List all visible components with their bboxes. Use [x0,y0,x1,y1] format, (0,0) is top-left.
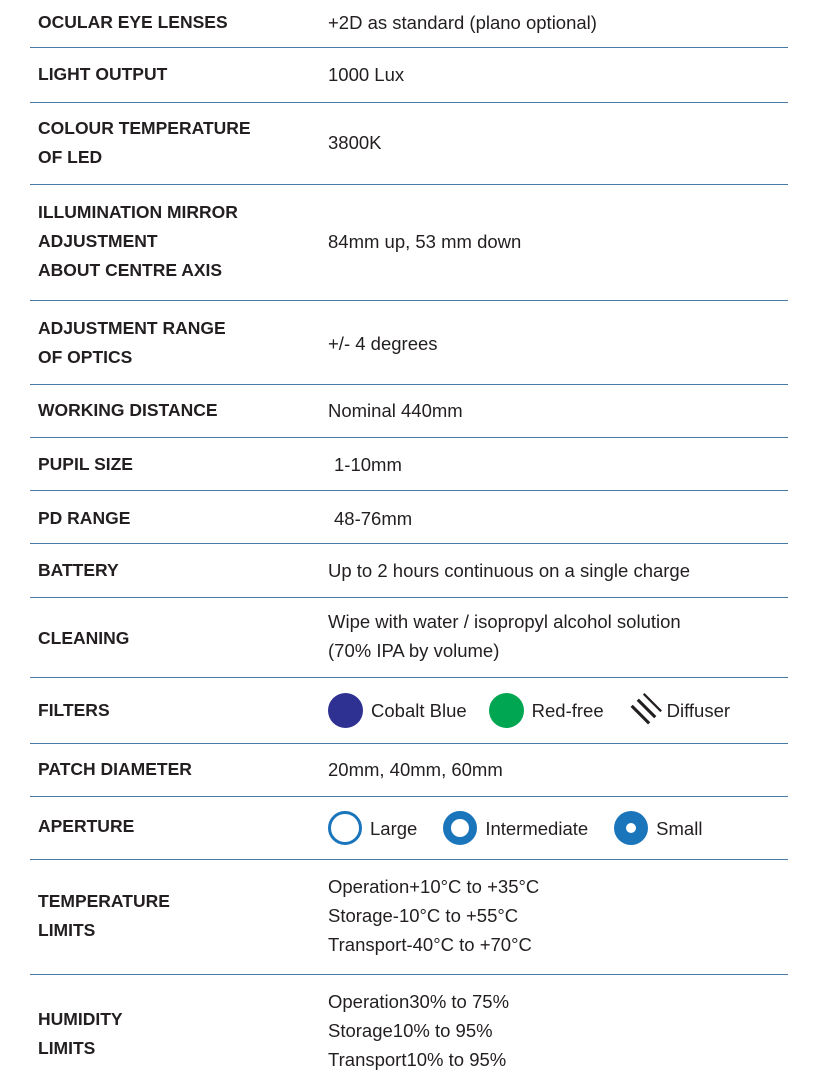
spec-row-filters [30,678,788,744]
spec-value [328,329,438,358]
spec-value-line: +2D as standard (plano optional) [328,12,597,33]
spec-label [38,812,134,841]
spec-row-aperture [30,797,788,860]
filter-name: Diffuser [666,700,731,721]
limit-range: 10% to 95% [406,1049,507,1070]
limit-range: 30% to 75% [409,991,510,1012]
limit-range: -40°C to +70°C [406,934,532,955]
limit-condition: Operation [328,991,410,1012]
spec-label [38,887,170,945]
spec-label-line: LIMITS [38,920,96,940]
spec-row-colour-temperature [30,103,788,185]
spec-value-line: +/- 4 degrees [328,333,438,354]
limit-condition: Transport [328,934,407,955]
limit-condition: Storage [328,1020,393,1041]
limit-condition: Storage [328,905,393,926]
spec-row-pd-range [30,491,788,544]
spec-label-line: BATTERY [38,560,119,580]
aperture-small [614,811,702,845]
filter-diffuser [626,692,730,729]
spec-value [328,396,463,425]
spec-label-line: ADJUSTMENT [38,231,158,251]
spec-label-line: ABOUT CENTRE AXIS [38,260,223,280]
spec-label-line: WORKING DISTANCE [38,400,218,420]
spec-value-line: 1000 Lux [328,64,405,85]
spec-label-line: APERTURE [38,816,135,836]
spec-label-line: PUPIL SIZE [38,454,133,474]
spec-value [334,450,402,479]
spec-row-temperature-limits [30,860,788,975]
spec-label-line: CLEANING [38,628,130,648]
spec-value-line: Wipe with water / isopropyl alcohol solution [328,611,681,632]
red-free-dot-icon [489,693,524,728]
spec-value-line: (70% IPA by volume) [328,640,500,661]
spec-value-line: 20mm, 40mm, 60mm [328,759,503,780]
spec-label [38,1005,123,1063]
spec-value-line: 48-76mm [334,508,413,529]
spec-row-cleaning [30,598,788,678]
spec-label-line: HUMIDITY [38,1009,123,1029]
limits-list [328,872,539,959]
spec-value [328,8,597,37]
intermediate-aperture-icon [443,811,477,845]
aperture-options [328,811,702,845]
spec-value [328,755,503,784]
limit-condition: Operation [328,876,410,897]
small-aperture-icon [614,811,648,845]
spec-label-line: ADJUSTMENT RANGE [38,318,226,338]
spec-label [38,624,129,653]
spec-label [38,114,251,172]
limits-list [328,987,509,1074]
aperture-large [328,811,417,845]
aperture-name: Intermediate [485,817,589,839]
spec-row-light-output [30,48,788,103]
spec-value [328,128,382,157]
spec-row-ocular-eye-lenses [30,0,788,48]
spec-value-line: Nominal 440mm [328,400,463,421]
filter-name: Cobalt Blue [371,700,467,721]
spec-row-pupil-size [30,438,788,491]
spec-label [38,60,167,89]
spec-value-line: 3800K [328,132,382,153]
spec-label-line: COLOUR TEMPERATURE [38,118,251,138]
limit-row [328,1045,509,1074]
cobalt-blue-dot-icon [328,693,363,728]
spec-label-line: OCULAR EYE LENSES [38,12,228,32]
spec-label-line: PATCH DIAMETER [38,759,192,779]
spec-row-working-distance [30,385,788,438]
spec-label [38,450,133,479]
spec-label-line: OF OPTICS [38,347,133,367]
large-aperture-icon [328,811,362,845]
limit-row [328,1016,509,1045]
filter-name: Red-free [531,700,604,721]
spec-value [328,227,521,256]
spec-value [328,556,690,585]
limit-range: +10°C to +35°C [409,876,540,897]
spec-label-line: FILTERS [38,700,110,720]
spec-label-line: PD RANGE [38,508,131,528]
filter-options [328,692,730,729]
aperture-intermediate [443,811,588,845]
aperture-name: Large [370,817,418,839]
aperture-name: Small [656,817,703,839]
spec-value-line: 1-10mm [334,454,402,475]
filter-red-free [489,693,604,728]
spec-row-humidity-limits [30,975,788,1080]
spec-row-illumination-mirror [30,185,788,301]
limit-row [328,872,539,901]
diffuser-hatch-icon [626,692,663,729]
limit-condition: Transport [328,1049,407,1070]
spec-value-line: Up to 2 hours continuous on a single charge [328,560,691,581]
spec-label [38,556,119,585]
spec-label [38,396,218,425]
spec-label-line: LIGHT OUTPUT [38,64,168,84]
spec-label [38,314,226,372]
spec-label-line: LIMITS [38,1038,96,1058]
spec-value [328,60,404,89]
limit-row [328,901,539,930]
spec-label-line: OF LED [38,147,103,167]
spec-label-line: TEMPERATURE [38,891,170,911]
spec-label [38,755,192,784]
spec-label [38,8,228,37]
limit-range: 10% to 95% [392,1020,493,1041]
spec-value-line: 84mm up, 53 mm down [328,231,522,252]
spec-row-battery [30,544,788,598]
spec-label [38,198,238,285]
filter-cobalt-blue [328,693,467,728]
spec-label-line: ILLUMINATION MIRROR [38,202,238,222]
limit-row [328,930,539,959]
spec-label [38,504,130,533]
spec-label [38,696,110,725]
spec-value [334,504,412,533]
spec-row-patch-diameter [30,744,788,797]
limit-range: -10°C to +55°C [392,905,519,926]
spec-row-adjustment-range [30,301,788,385]
spec-value [328,607,681,665]
limit-row [328,987,509,1016]
spec-table [30,0,788,1080]
